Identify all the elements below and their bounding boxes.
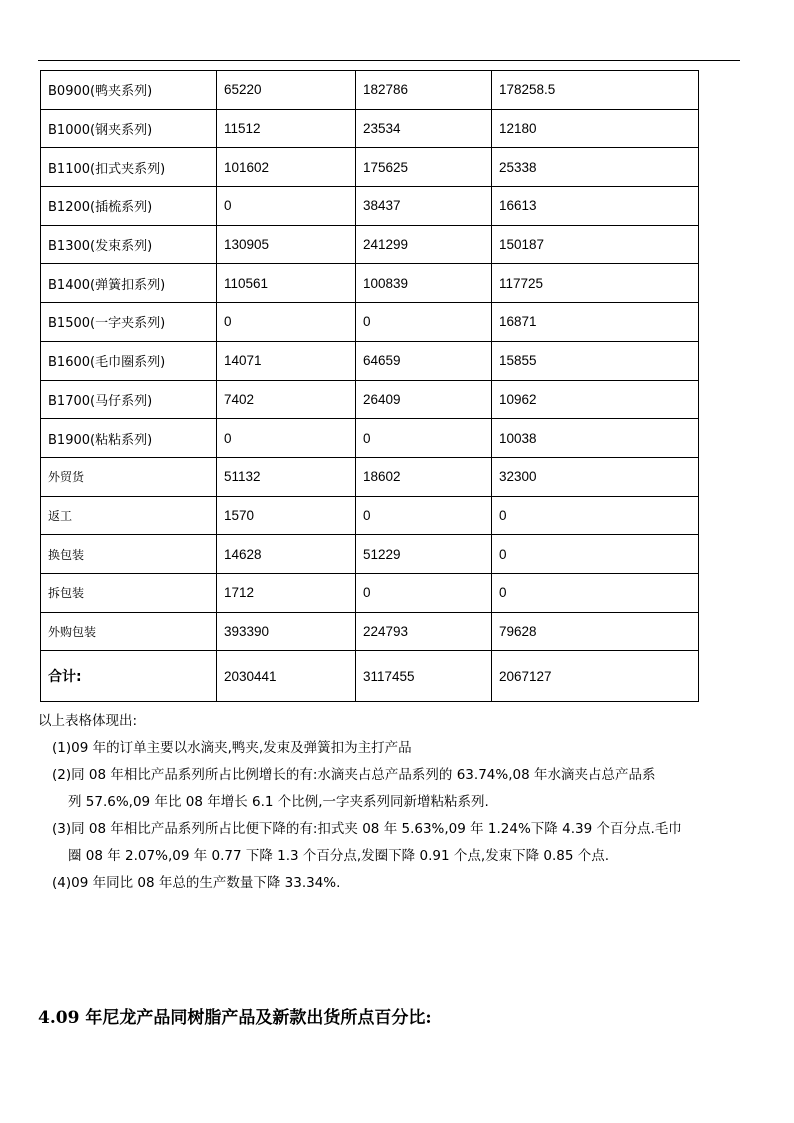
value-cell: 0 xyxy=(217,419,356,458)
value-cell: 241299 xyxy=(356,225,492,264)
table-row xyxy=(41,71,699,110)
value-cell: 64659 xyxy=(356,341,492,380)
row-label-cell: B1200(插梳系列) xyxy=(41,187,217,226)
note-item-2-line-1: (2)同 08 年相比产品系列所占比例增长的有:水滴夹占总产品系列的 63.74%,08 年水滴夹占总产品系 xyxy=(52,767,656,783)
value-cell: 79628 xyxy=(492,612,699,651)
value-cell: 16871 xyxy=(492,303,699,342)
value-cell: 130905 xyxy=(217,225,356,264)
row-label-cell: B0900(鸭夹系列) xyxy=(41,71,217,110)
note-item-4: (4)09 年同比 08 年总的生产数量下降 33.34%. xyxy=(52,875,341,891)
value-cell: 16613 xyxy=(492,187,699,226)
table-row xyxy=(41,612,699,651)
row-label-cell: 换包装 xyxy=(41,535,217,574)
row-label-cell: B1000(钢夹系列) xyxy=(41,109,217,148)
table-row xyxy=(41,303,699,342)
value-cell: 12180 xyxy=(492,109,699,148)
row-label-cell: 拆包装 xyxy=(41,573,217,612)
value-cell: 14628 xyxy=(217,535,356,574)
value-cell: 175625 xyxy=(356,148,492,187)
row-label-cell: 外购包装 xyxy=(41,612,217,651)
analysis-notes xyxy=(38,708,748,897)
row-label-cell: 外贸货 xyxy=(41,457,217,496)
page-header-rule xyxy=(38,60,740,61)
production-table xyxy=(40,70,699,702)
note-item-3-line-2: 圈 08 年 2.07%,09 年 0.77 下降 1.3 个百分点,发圈下降 0.91 个点,发束下降 0.85 个点. xyxy=(68,848,610,864)
value-cell: 182786 xyxy=(356,71,492,110)
value-cell: 150187 xyxy=(492,225,699,264)
table-row xyxy=(41,225,699,264)
production-table-body xyxy=(41,71,699,702)
row-label-cell: 返工 xyxy=(41,496,217,535)
value-cell: 14071 xyxy=(217,341,356,380)
value-cell: 0 xyxy=(492,535,699,574)
value-cell: 65220 xyxy=(217,71,356,110)
row-label-cell: B1100(扣式夹系列) xyxy=(41,148,217,187)
value-cell: 100839 xyxy=(356,264,492,303)
table-row xyxy=(41,109,699,148)
total-value-cell: 3117455 xyxy=(356,651,492,702)
table-row xyxy=(41,457,699,496)
notes-intro: 以上表格体现出: xyxy=(38,713,138,729)
section-heading: 4.09 年尼龙产品同树脂产品及新款出货所点百分比: xyxy=(38,1008,432,1028)
value-cell: 23534 xyxy=(356,109,492,148)
value-cell: 11512 xyxy=(217,109,356,148)
value-cell: 10962 xyxy=(492,380,699,419)
table-row xyxy=(41,380,699,419)
total-value-cell: 2067127 xyxy=(492,651,699,702)
value-cell: 0 xyxy=(356,303,492,342)
value-cell: 26409 xyxy=(356,380,492,419)
row-label-cell: B1600(毛巾圈系列) xyxy=(41,341,217,380)
row-label-cell: B1500(一字夹系列) xyxy=(41,303,217,342)
table-row xyxy=(41,535,699,574)
table-row xyxy=(41,148,699,187)
table-row xyxy=(41,264,699,303)
row-label-cell: B1700(马仔系列) xyxy=(41,380,217,419)
row-label-cell: B1900(粘粘系列) xyxy=(41,419,217,458)
table-row xyxy=(41,573,699,612)
value-cell: 18602 xyxy=(356,457,492,496)
total-value-cell: 2030441 xyxy=(217,651,356,702)
value-cell: 32300 xyxy=(492,457,699,496)
value-cell: 0 xyxy=(217,187,356,226)
total-label-cell: 合计: xyxy=(41,651,217,702)
value-cell: 51229 xyxy=(356,535,492,574)
note-item-3-line-1: (3)同 08 年相比产品系列所占比便下降的有:扣式夹 08 年 5.63%,09 年 1.24%下降 4.39 个百分点.毛巾 xyxy=(52,821,682,837)
table-row xyxy=(41,341,699,380)
value-cell: 25338 xyxy=(492,148,699,187)
value-cell: 0 xyxy=(492,496,699,535)
value-cell: 51132 xyxy=(217,457,356,496)
value-cell: 393390 xyxy=(217,612,356,651)
value-cell: 110561 xyxy=(217,264,356,303)
table-total-row xyxy=(41,651,699,702)
value-cell: 178258.5 xyxy=(492,71,699,110)
value-cell: 101602 xyxy=(217,148,356,187)
table-row xyxy=(41,496,699,535)
row-label-cell: B1400(弹簧扣系列) xyxy=(41,264,217,303)
value-cell: 38437 xyxy=(356,187,492,226)
value-cell: 0 xyxy=(356,419,492,458)
value-cell: 1712 xyxy=(217,573,356,612)
value-cell: 10038 xyxy=(492,419,699,458)
table-row xyxy=(41,187,699,226)
value-cell: 0 xyxy=(356,496,492,535)
value-cell: 0 xyxy=(356,573,492,612)
table-row xyxy=(41,419,699,458)
value-cell: 15855 xyxy=(492,341,699,380)
value-cell: 0 xyxy=(217,303,356,342)
note-item-2-line-2: 列 57.6%,09 年比 08 年增长 6.1 个比例,一字夹系列同新增粘粘系列. xyxy=(68,794,489,810)
value-cell: 224793 xyxy=(356,612,492,651)
value-cell: 1570 xyxy=(217,496,356,535)
note-item-1: (1)09 年的订单主要以水滴夹,鸭夹,发束及弹簧扣为主打产品 xyxy=(52,740,412,756)
value-cell: 7402 xyxy=(217,380,356,419)
value-cell: 0 xyxy=(492,573,699,612)
row-label-cell: B1300(发束系列) xyxy=(41,225,217,264)
value-cell: 117725 xyxy=(492,264,699,303)
